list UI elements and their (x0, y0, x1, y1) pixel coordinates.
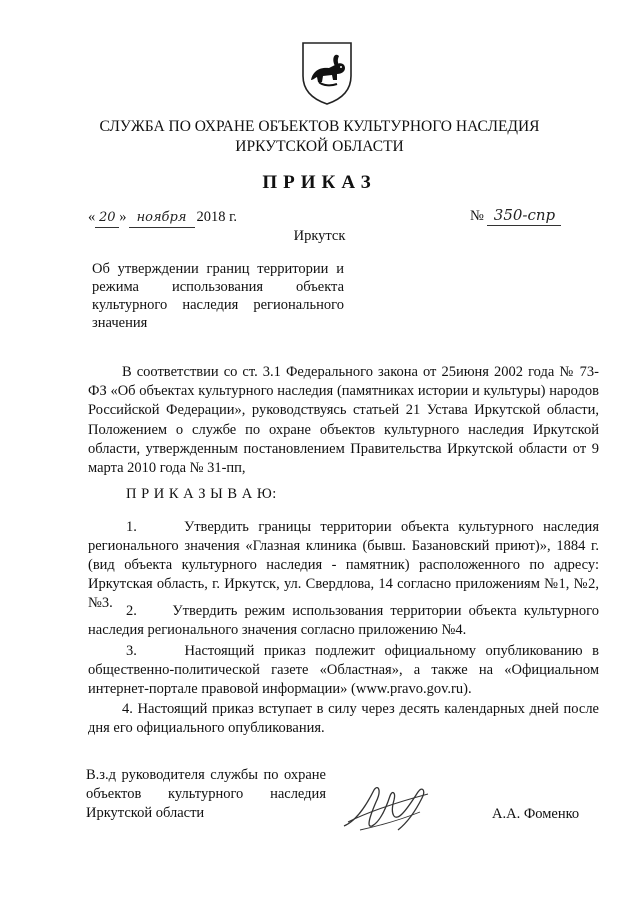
order-item-1: 1. Утвердить границы территории объекта культурного наследия регионального значения «Глазная клиника (бывш. Базановский приют)», 1884 г. (вид объекта культурного наследия - памятник) расположенного по адресу: Иркутская область, г. Иркутск, ул. Свердлова, 14 согласно приложениям №1, №2, №3. (88, 519, 599, 611)
order-item-2: 2. Утвердить режим использования территории объекта культурного наследия регионального значения согласно приложению №4. (88, 603, 599, 638)
preamble-paragraph: В соответствии со ст. 3.1 Федерального закона от 25июня 2002 года № 73-ФЗ «Об объектах культурного наследия (памятниках истории и культуры) народов Российской Федерации», руководствуясь статьей 21 Устава Иркутской области, Положением о службе по охране объектов культурного наследия Иркутской области, утвержденным постановлением Правительства Иркутской области от 9 марта 2010 года № 31-пп, (88, 364, 599, 477)
document-title: ПРИКАЗ (262, 172, 377, 193)
order-heading: П Р И К А З Ы В А Ю: (126, 486, 277, 502)
handwritten-signature (338, 782, 434, 834)
order-item-3: 3. Настоящий приказ подлежит официальному опубликованию в общественно-политической газете «Областная», а также на «Официальном интернет-портале правовой информации» (www.pravo.gov.ru). (88, 643, 599, 697)
date-quote-open: « (88, 209, 96, 225)
document-city: Иркутск (293, 228, 346, 244)
signatory-name: А.А. Фоменко (492, 806, 580, 822)
order-item-4: 4. Настоящий приказ вступает в силу через десять календарных дней после дня его официального опубликования. (88, 701, 599, 736)
number-value: 350-спр (487, 206, 561, 226)
signatory-position: В.з.д руководителя службы по охране объектов культурного наследия Иркутской области (86, 767, 326, 821)
org-name-line1: СЛУЖБА ПО ОХРАНЕ ОБЪЕКТОВ КУЛЬТУРНОГО НАСЛЕДИЯ (99, 118, 540, 135)
date-quote-close: » (119, 209, 127, 225)
document-date (88, 208, 237, 228)
document-subject: Об утверждении границ территории и режима использования объекта культурного наследия регионального значения (92, 261, 344, 331)
date-day: 20 (95, 208, 119, 228)
document-number (470, 206, 561, 226)
date-month: ноября (129, 208, 195, 228)
number-prefix: № (470, 208, 484, 224)
org-name-line2: ИРКУТСКОЙ ОБЛАСТИ (235, 138, 404, 155)
irkutsk-coat-of-arms-icon (299, 40, 355, 106)
date-year: 2018 г. (196, 209, 238, 225)
